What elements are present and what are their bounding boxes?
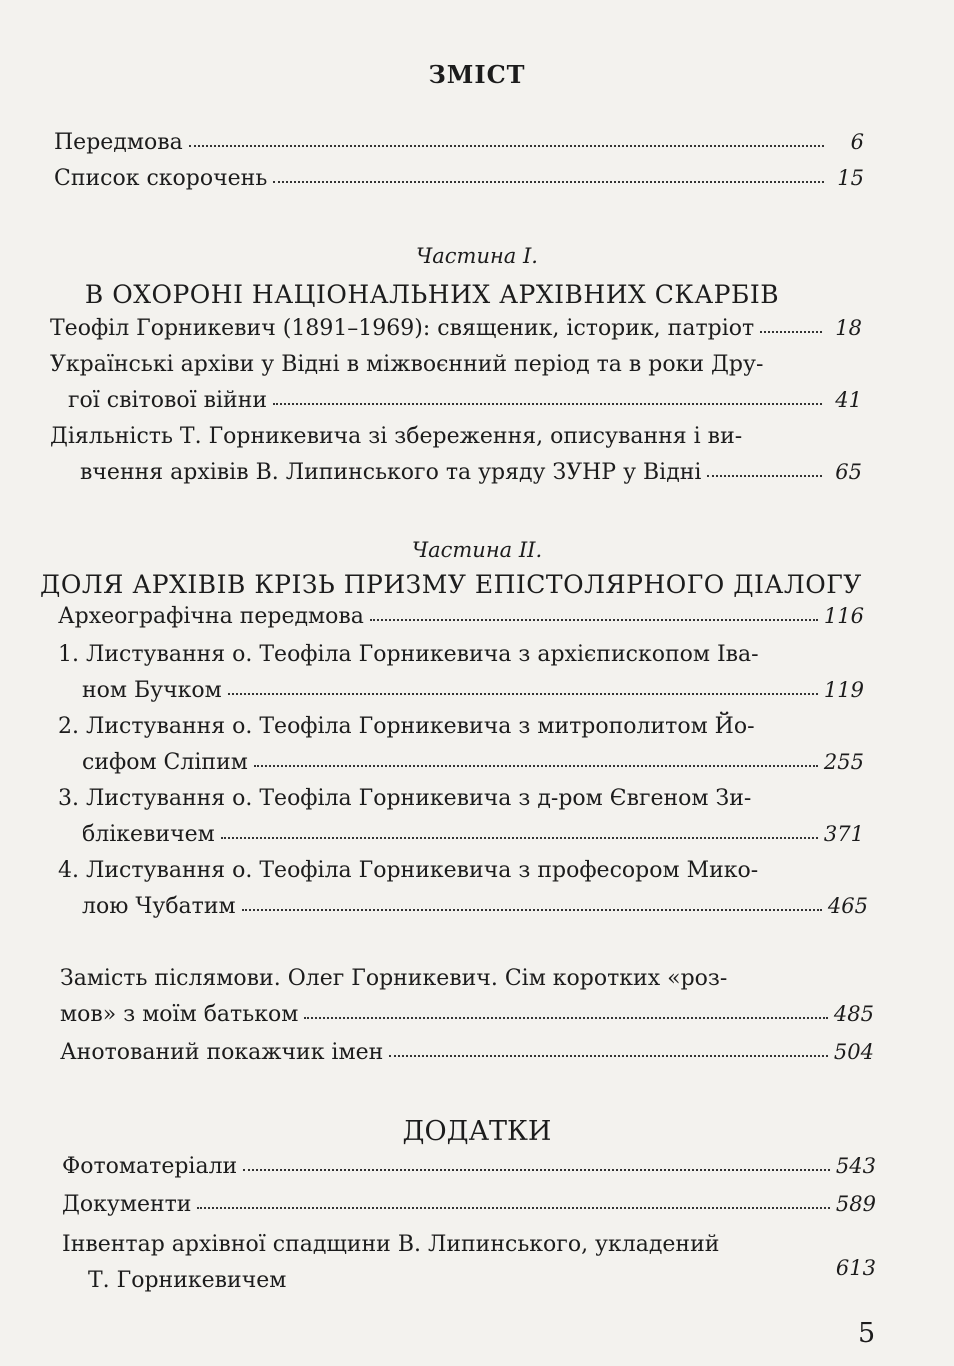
toc-entry-text: Археографічна передмова bbox=[58, 604, 364, 629]
toc-entry-page: 255 bbox=[823, 750, 864, 774]
toc-entry-text: Теофіл Горникевич (1891–1969): священик, історик, патріот bbox=[50, 316, 755, 341]
toc-entry-text: Анотований покажчик імен bbox=[60, 1040, 384, 1065]
dot-leader bbox=[221, 837, 818, 839]
dot-leader bbox=[273, 181, 824, 183]
toc-entry-page: 504 bbox=[833, 1040, 874, 1064]
toc-entry-text-cont: лою Чубатим bbox=[82, 894, 236, 919]
part-1-label: Частина І. bbox=[416, 244, 538, 268]
toc-entry bbox=[58, 714, 864, 786]
part-1-title: В ОХОРОНІ НАЦІОНАЛЬНИХ АРХІВНИХ СКАРБІВ bbox=[84, 280, 780, 309]
toc-entry-text-cont: вчення архівів В. Липинського та уряду ЗУНР у Відні bbox=[80, 460, 702, 485]
toc-entry bbox=[58, 642, 864, 714]
toc-entry-text: 2. Листування о. Теофіла Горникевича з митрополитом Йо- bbox=[58, 714, 755, 739]
toc-entry bbox=[50, 352, 862, 424]
toc-entry bbox=[60, 1040, 874, 1076]
toc-entry-text-cont: сифом Сліпим bbox=[82, 750, 248, 775]
toc-entry-page: 543 bbox=[835, 1154, 876, 1178]
dot-leader bbox=[197, 1207, 829, 1209]
dot-leader bbox=[242, 909, 822, 911]
toc-entry-page: 41 bbox=[835, 388, 862, 412]
appendix-title: ДОДАТКИ bbox=[402, 1116, 552, 1147]
toc-entry bbox=[50, 316, 862, 352]
toc-entry bbox=[58, 786, 864, 858]
toc-entry-text: Замість післямови. Олег Горникевич. Сім коротких «роз- bbox=[60, 966, 728, 991]
toc-entry bbox=[60, 966, 874, 1038]
dot-leader bbox=[189, 145, 824, 147]
page-number: 5 bbox=[858, 1318, 876, 1349]
page-title: ЗМІСТ bbox=[428, 60, 526, 89]
toc-entry bbox=[50, 424, 862, 496]
toc-entry-text: Фотоматеріали bbox=[62, 1154, 238, 1179]
toc-entry-abbreviations bbox=[54, 166, 864, 202]
toc-entry-page: 18 bbox=[835, 316, 862, 340]
toc-entry-text: 1. Листування о. Теофіла Горникевича з архієпископом Іва- bbox=[58, 642, 759, 667]
toc-entry bbox=[62, 1192, 876, 1228]
toc-entry-text: 3. Листування о. Теофіла Горникевича з д-ром Євгеном Зи- bbox=[58, 786, 752, 811]
dot-leader bbox=[304, 1017, 828, 1019]
toc-entry-page: 465 bbox=[827, 894, 868, 918]
toc-entry-text: Діяльність Т. Горникевича зі збереження, описування і ви- bbox=[50, 424, 743, 449]
dot-leader bbox=[228, 693, 818, 695]
toc-entry-text: Документи bbox=[62, 1192, 192, 1217]
dot-leader bbox=[389, 1055, 828, 1057]
toc-entry-page: 15 bbox=[837, 166, 864, 190]
dot-leader bbox=[760, 331, 822, 333]
toc-entry-page: 119 bbox=[823, 678, 864, 702]
toc-entry-text-cont: мов» з моїм батьком bbox=[60, 1002, 299, 1027]
dot-leader bbox=[370, 619, 818, 621]
toc-entry-text-cont: ном Бучком bbox=[82, 678, 222, 703]
toc-entry-page: 613 bbox=[835, 1256, 876, 1280]
toc-entry bbox=[62, 1232, 876, 1304]
toc-entry-page: 6 bbox=[850, 130, 864, 154]
toc-entry-text-cont: блікевичем bbox=[82, 822, 215, 847]
toc-entry-page: 371 bbox=[823, 822, 864, 846]
part-2-title: ДОЛЯ АРХІВІВ КРІЗЬ ПРИЗМУ ЕПІСТОЛЯРНОГО ДІАЛОГУ bbox=[40, 570, 862, 599]
toc-entry-page: 589 bbox=[835, 1192, 876, 1216]
toc-entry-page: 116 bbox=[823, 604, 864, 628]
dot-leader bbox=[707, 475, 822, 477]
toc-entry-text-cont: гої світової війни bbox=[68, 388, 268, 413]
toc-entry-page: 485 bbox=[833, 1002, 874, 1026]
toc-entry-page: 65 bbox=[835, 460, 862, 484]
toc-entry-text: 4. Листування о. Теофіла Горникевича з професором Мико- bbox=[58, 858, 759, 883]
part-2-label: Частина ІІ. bbox=[411, 538, 543, 562]
toc-entry-text: Українські архіви у Відні в міжвоєнний період та в роки Дру- bbox=[50, 352, 764, 377]
dot-leader bbox=[243, 1169, 830, 1171]
toc-entry bbox=[62, 1154, 876, 1190]
toc-entry-text: Інвентар архівної спадщини В. Липинського, укладений bbox=[62, 1232, 720, 1257]
toc-entry-text: Список скорочень bbox=[54, 166, 268, 191]
dot-leader bbox=[254, 765, 818, 767]
toc-entry bbox=[58, 604, 864, 640]
toc-entry bbox=[58, 858, 868, 930]
toc-entry-text: Передмова bbox=[54, 130, 183, 155]
toc-entry-text-cont: Т. Горникевичем bbox=[88, 1268, 287, 1293]
toc-entry-preface bbox=[54, 130, 864, 166]
dot-leader bbox=[273, 403, 822, 405]
